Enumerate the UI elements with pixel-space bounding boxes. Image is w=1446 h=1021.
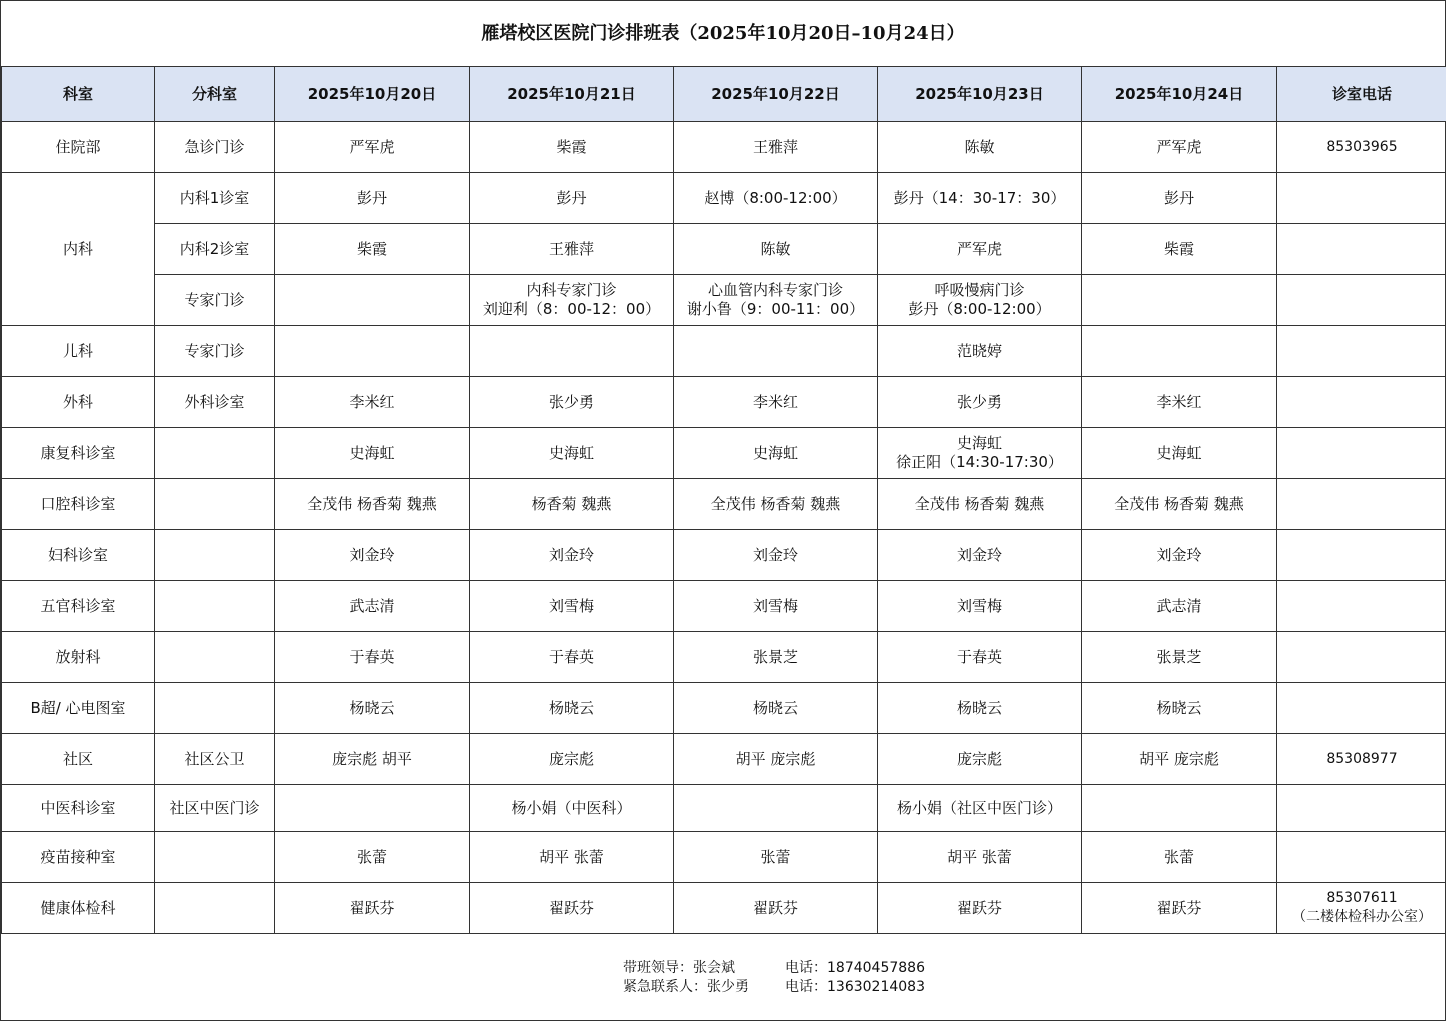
subdept-cell xyxy=(155,683,275,734)
schedule-cell xyxy=(1082,275,1277,326)
schedule-cell: 彭丹 xyxy=(1082,173,1277,224)
doctor-name: 史海虹 xyxy=(956,434,1002,452)
subdept-cell: 社区中医门诊 xyxy=(155,785,275,832)
subdept-cell: 专家门诊 xyxy=(155,275,275,326)
schedule-cell: 杨晓云 xyxy=(674,683,878,734)
table-row xyxy=(2,173,1446,224)
schedule-cell: 胡平 庞宗彪 xyxy=(1082,734,1277,785)
schedule-cell: 彭丹 xyxy=(470,173,674,224)
schedule-cell: 陈敏 xyxy=(878,122,1082,173)
schedule-cell: 柴霞 xyxy=(275,224,470,275)
schedule-cell: 杨晓云 xyxy=(470,683,674,734)
phone-cell xyxy=(1277,832,1446,883)
dept-cell: 儿科 xyxy=(2,326,155,377)
phone-cell xyxy=(1277,683,1446,734)
phone-cell xyxy=(1277,479,1446,530)
table-row xyxy=(2,224,1446,275)
schedule-cell: 庞宗彪 xyxy=(878,734,1082,785)
table-row xyxy=(2,832,1446,883)
phone-cell xyxy=(1277,632,1446,683)
header-row xyxy=(2,67,1446,122)
table-row xyxy=(2,883,1446,934)
subdept-cell: 内科2诊室 xyxy=(155,224,275,275)
doctor-name: 刘迎利（8：00-12：00） xyxy=(482,300,661,318)
dept-cell: 中医科诊室 xyxy=(2,785,155,832)
schedule-cell: 张蕾 xyxy=(674,832,878,883)
schedule-cell: 李米红 xyxy=(674,377,878,428)
subdept-cell: 专家门诊 xyxy=(155,326,275,377)
header-phone: 诊室电话 xyxy=(1277,67,1446,122)
schedule-cell: 严军虎 xyxy=(275,122,470,173)
schedule-cell: 杨小娟（中医科） xyxy=(470,785,674,832)
schedule-cell: 全茂伟 杨香菊 魏燕 xyxy=(1082,479,1277,530)
dept-cell: 外科 xyxy=(2,377,155,428)
schedule-cell xyxy=(878,428,1082,479)
duty-leader: 带班领导：张会斌 xyxy=(623,960,735,976)
schedule-cell: 全茂伟 杨香菊 魏燕 xyxy=(878,479,1082,530)
dept-cell: 口腔科诊室 xyxy=(2,479,155,530)
table-row xyxy=(2,428,1446,479)
footer-contacts xyxy=(1,934,1445,1020)
schedule-cell: 于春英 xyxy=(275,632,470,683)
subdept-cell: 社区公卫 xyxy=(155,734,275,785)
header-date-3: 2025年10月22日 xyxy=(674,67,878,122)
schedule-cell: 王雅萍 xyxy=(470,224,674,275)
phone-cell xyxy=(1277,275,1446,326)
table-row xyxy=(2,326,1446,377)
schedule-cell xyxy=(1082,785,1277,832)
clinic-name: 内科专家门诊 xyxy=(526,281,617,299)
header-dept: 科室 xyxy=(2,67,155,122)
schedule-cell xyxy=(1082,326,1277,377)
schedule-cell: 于春英 xyxy=(470,632,674,683)
dept-cell: 妇科诊室 xyxy=(2,530,155,581)
dept-cell: 五官科诊室 xyxy=(2,581,155,632)
dept-cell: 放射科 xyxy=(2,632,155,683)
schedule-cell: 翟跃芬 xyxy=(674,883,878,934)
schedule-cell: 胡平 张蕾 xyxy=(878,832,1082,883)
dept-cell: 住院部 xyxy=(2,122,155,173)
schedule-cell: 庞宗彪 胡平 xyxy=(275,734,470,785)
phone-cell xyxy=(1277,883,1446,934)
schedule-cell: 胡平 张蕾 xyxy=(470,832,674,883)
schedule-cell: 王雅萍 xyxy=(674,122,878,173)
subdept-cell xyxy=(155,530,275,581)
schedule-cell: 严军虎 xyxy=(1082,122,1277,173)
schedule-cell: 严军虎 xyxy=(878,224,1082,275)
schedule-cell xyxy=(275,785,470,832)
phone-cell: 85308977 xyxy=(1277,734,1446,785)
schedule-cell: 史海虹 xyxy=(470,428,674,479)
subdept-cell xyxy=(155,832,275,883)
table-row xyxy=(2,275,1446,326)
clinic-name: 呼吸慢病门诊 xyxy=(934,281,1025,299)
doctor-name: 徐正阳（14:30-17:30） xyxy=(896,453,1063,471)
schedule-cell xyxy=(878,275,1082,326)
schedule-cell: 胡平 庞宗彪 xyxy=(674,734,878,785)
schedule-cell: 张景芝 xyxy=(1082,632,1277,683)
schedule-cell xyxy=(674,785,878,832)
table-row xyxy=(2,479,1446,530)
schedule-cell: 杨小娟（社区中医门诊） xyxy=(878,785,1082,832)
phone-location: （二楼体检科办公室） xyxy=(1292,909,1432,925)
phone-cell xyxy=(1277,428,1446,479)
duty-leader-line xyxy=(623,959,925,978)
schedule-cell: 柴霞 xyxy=(470,122,674,173)
phone-cell xyxy=(1277,224,1446,275)
schedule-cell: 李米红 xyxy=(1082,377,1277,428)
schedule-cell: 翟跃芬 xyxy=(470,883,674,934)
schedule-cell: 柴霞 xyxy=(1082,224,1277,275)
schedule-cell: 彭丹 xyxy=(275,173,470,224)
subdept-cell xyxy=(155,479,275,530)
subdept-cell: 内科1诊室 xyxy=(155,173,275,224)
schedule-cell xyxy=(674,326,878,377)
phone-number: 85307611 xyxy=(1326,890,1398,906)
subdept-cell: 外科诊室 xyxy=(155,377,275,428)
schedule-cell: 杨晓云 xyxy=(878,683,1082,734)
schedule-cell: 刘雪梅 xyxy=(674,581,878,632)
emergency-contact: 紧急联系人：张少勇 xyxy=(623,979,749,995)
emergency-contact-line xyxy=(623,978,925,997)
schedule-cell: 庞宗彪 xyxy=(470,734,674,785)
schedule-cell: 史海虹 xyxy=(674,428,878,479)
schedule-cell: 刘金玲 xyxy=(878,530,1082,581)
dept-cell: 社区 xyxy=(2,734,155,785)
subdept-cell xyxy=(155,632,275,683)
schedule-cell: 武志清 xyxy=(275,581,470,632)
doctor-name: 彭丹（8:00-12:00） xyxy=(908,300,1051,318)
schedule-cell: 张蕾 xyxy=(1082,832,1277,883)
schedule-cell: 赵博（8:00-12:00） xyxy=(674,173,878,224)
schedule-cell xyxy=(674,275,878,326)
phone-cell xyxy=(1277,377,1446,428)
schedule-cell: 翟跃芬 xyxy=(275,883,470,934)
duty-leader-phone: 电话：18740457886 xyxy=(785,960,925,976)
table-row xyxy=(2,683,1446,734)
schedule-cell: 全茂伟 杨香菊 魏燕 xyxy=(275,479,470,530)
schedule-table xyxy=(1,66,1446,934)
table-row xyxy=(2,530,1446,581)
header-date-4: 2025年10月23日 xyxy=(878,67,1082,122)
schedule-cell: 刘金玲 xyxy=(275,530,470,581)
schedule-cell: 张景芝 xyxy=(674,632,878,683)
phone-cell xyxy=(1277,530,1446,581)
schedule-cell: 杨晓云 xyxy=(1082,683,1277,734)
phone-cell xyxy=(1277,173,1446,224)
header-date-5: 2025年10月24日 xyxy=(1082,67,1277,122)
table-row xyxy=(2,377,1446,428)
header-subdept: 分科室 xyxy=(155,67,275,122)
schedule-cell xyxy=(275,275,470,326)
schedule-cell: 刘雪梅 xyxy=(470,581,674,632)
phone-cell xyxy=(1277,326,1446,377)
schedule-cell: 刘金玲 xyxy=(470,530,674,581)
schedule-cell: 张少勇 xyxy=(470,377,674,428)
schedule-cell xyxy=(470,275,674,326)
schedule-cell: 张少勇 xyxy=(878,377,1082,428)
dept-cell: 疫苗接种室 xyxy=(2,832,155,883)
schedule-cell xyxy=(470,326,674,377)
schedule-cell: 彭丹（14：30-17：30） xyxy=(878,173,1082,224)
subdept-cell xyxy=(155,883,275,934)
table-row xyxy=(2,581,1446,632)
schedule-cell: 刘雪梅 xyxy=(878,581,1082,632)
schedule-cell: 武志清 xyxy=(1082,581,1277,632)
phone-cell xyxy=(1277,785,1446,832)
clinic-name: 心血管内科专家门诊 xyxy=(707,281,843,299)
schedule-cell: 于春英 xyxy=(878,632,1082,683)
schedule-cell: 陈敏 xyxy=(674,224,878,275)
schedule-cell: 翟跃芬 xyxy=(878,883,1082,934)
subdept-cell: 急诊门诊 xyxy=(155,122,275,173)
table-row xyxy=(2,122,1446,173)
dept-cell: B超/ 心电图室 xyxy=(2,683,155,734)
subdept-cell xyxy=(155,581,275,632)
doctor-name: 谢小鲁（9：00-11：00） xyxy=(686,300,865,318)
schedule-cell: 刘金玲 xyxy=(674,530,878,581)
schedule-cell: 范晓婷 xyxy=(878,326,1082,377)
emergency-contact-phone: 电话：13630214083 xyxy=(785,979,925,995)
page-title: 雁塔校区医院门诊排班表（2025年10月20日–10月24日） xyxy=(481,23,965,44)
dept-cell: 康复科诊室 xyxy=(2,428,155,479)
schedule-cell: 杨香菊 魏燕 xyxy=(470,479,674,530)
table-row xyxy=(2,632,1446,683)
schedule-cell xyxy=(275,326,470,377)
schedule-cell: 刘金玲 xyxy=(1082,530,1277,581)
schedule-cell: 杨晓云 xyxy=(275,683,470,734)
dept-cell: 健康体检科 xyxy=(2,883,155,934)
phone-cell: 85303965 xyxy=(1277,122,1446,173)
schedule-cell: 张蕾 xyxy=(275,832,470,883)
schedule-cell: 全茂伟 杨香菊 魏燕 xyxy=(674,479,878,530)
dept-cell: 内科 xyxy=(2,173,155,326)
subdept-cell xyxy=(155,428,275,479)
schedule-cell: 翟跃芬 xyxy=(1082,883,1277,934)
schedule-cell: 史海虹 xyxy=(275,428,470,479)
phone-cell xyxy=(1277,581,1446,632)
header-date-1: 2025年10月20日 xyxy=(275,67,470,122)
table-row xyxy=(2,785,1446,832)
schedule-cell: 李米红 xyxy=(275,377,470,428)
schedule-cell: 史海虹 xyxy=(1082,428,1277,479)
table-row xyxy=(2,734,1446,785)
header-date-2: 2025年10月21日 xyxy=(470,67,674,122)
